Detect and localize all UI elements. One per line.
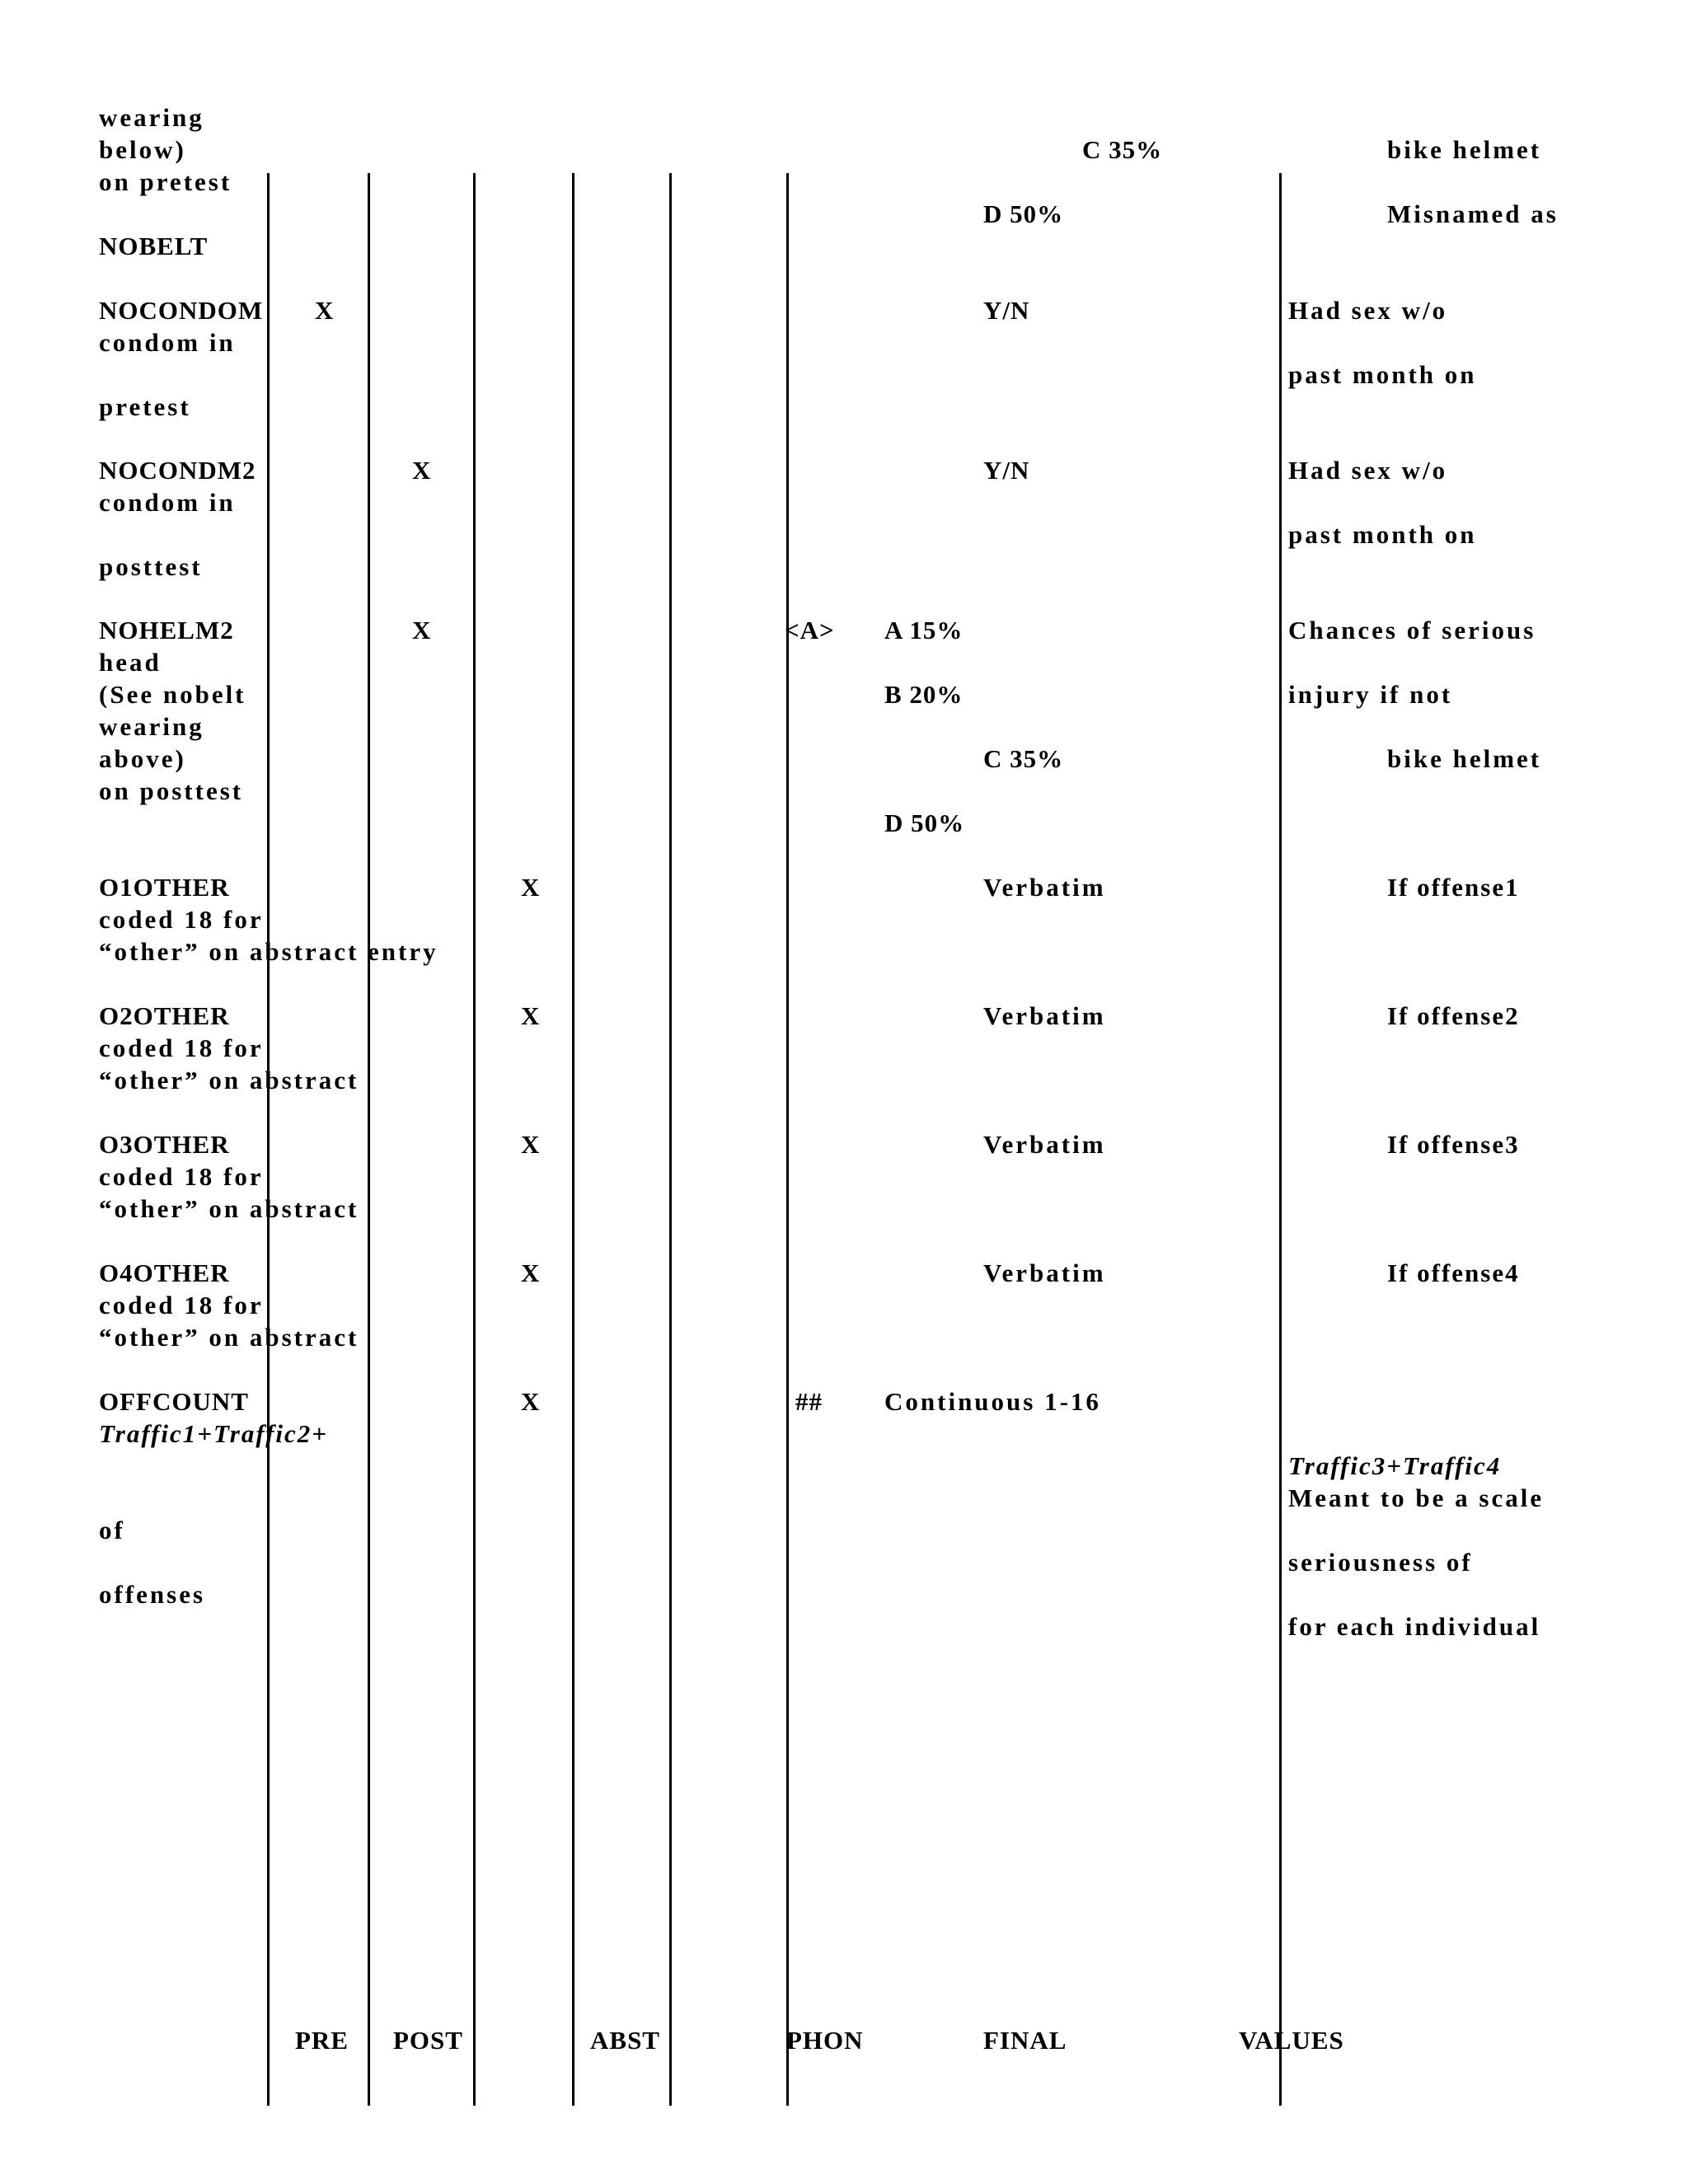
nohelm2-line-4: wearing bbox=[99, 712, 204, 741]
nohelm2-phon: <A> bbox=[785, 616, 835, 644]
var-name-o3other: O3OTHER bbox=[99, 1130, 230, 1159]
nohelm2-option-a: A 15% bbox=[884, 616, 964, 644]
var-name-nobelt: NOBELT bbox=[99, 232, 209, 260]
offcount-line-3: of bbox=[99, 1516, 125, 1544]
column-rule-4 bbox=[572, 173, 574, 2106]
var-name-o2other: O2OTHER bbox=[99, 1001, 230, 1030]
o1other-desc: If offense1 bbox=[1387, 873, 1520, 902]
offcount-line-4: offenses bbox=[99, 1580, 206, 1609]
var-name-offcount: OFFCOUNT bbox=[99, 1387, 249, 1416]
offcount-formula-2: Traffic3+Traffic4 bbox=[1288, 1451, 1502, 1480]
nohelm2-line-5: above) bbox=[99, 744, 186, 773]
var-name-nocondom: NOCONDOM bbox=[99, 296, 264, 325]
column-header-pre: PRE bbox=[295, 2026, 349, 2055]
column-rule-1 bbox=[267, 173, 270, 2106]
column-rule-7 bbox=[1279, 173, 1282, 2106]
column-rule-6 bbox=[786, 173, 789, 2106]
nohelm2-option-b: B 20% bbox=[884, 680, 964, 709]
offcount-formula-1: Traffic1+Traffic2+ bbox=[99, 1419, 328, 1448]
nocondm2-line-2: condom in bbox=[99, 488, 236, 517]
nocondm2-post-mark: X bbox=[412, 456, 434, 485]
o4other-line-2: coded 18 for bbox=[99, 1291, 264, 1319]
nocondm2-final: Y/N bbox=[983, 456, 1030, 485]
o4other-final: Verbatim bbox=[983, 1258, 1106, 1287]
nocondom-desc-1: Had sex w/o bbox=[1288, 296, 1448, 325]
column-rule-3 bbox=[473, 173, 476, 2106]
column-rule-2 bbox=[368, 173, 370, 2106]
offcount-abst-mark: X bbox=[521, 1387, 542, 1416]
offcount-final: Continuous 1-16 bbox=[884, 1387, 1101, 1416]
top-line-1: wearing bbox=[99, 103, 204, 132]
offcount-desc-2: seriousness of bbox=[1288, 1548, 1473, 1577]
nocondom-pre-mark: X bbox=[315, 296, 336, 325]
o2other-line-3: “other” on abstract bbox=[99, 1066, 359, 1094]
column-header-post: POST bbox=[393, 2026, 463, 2055]
var-name-o1other: O1OTHER bbox=[99, 873, 230, 902]
nocondom-line-2: condom in bbox=[99, 328, 236, 357]
top-misnamed: Misnamed as bbox=[1387, 199, 1559, 228]
top-d50: D 50% bbox=[983, 199, 1064, 228]
nohelm2-desc-2: injury if not bbox=[1288, 680, 1453, 709]
top-c35: C 35% bbox=[1082, 135, 1163, 164]
column-header-phon: PHON bbox=[786, 2026, 864, 2055]
nocondom-final: Y/N bbox=[983, 296, 1030, 325]
o2other-line-2: coded 18 for bbox=[99, 1033, 264, 1062]
o3other-abst-mark: X bbox=[521, 1130, 542, 1159]
nohelm2-desc-3: bike helmet bbox=[1387, 744, 1542, 773]
column-header-final: FINAL bbox=[983, 2026, 1067, 2055]
o2other-desc: If offense2 bbox=[1387, 1001, 1520, 1030]
top-line-2: below) bbox=[99, 135, 186, 164]
o1other-line-3: “other” on abstract entry bbox=[99, 937, 438, 966]
column-rule-5 bbox=[669, 173, 672, 2106]
o3other-final: Verbatim bbox=[983, 1130, 1106, 1159]
o1other-abst-mark: X bbox=[521, 873, 542, 902]
top-line-3: on pretest bbox=[99, 167, 232, 196]
o4other-desc: If offense4 bbox=[1387, 1258, 1520, 1287]
nocondm2-desc-1: Had sex w/o bbox=[1288, 456, 1448, 485]
o4other-abst-mark: X bbox=[521, 1258, 542, 1287]
nohelm2-option-c: C 35% bbox=[983, 744, 1064, 773]
nocondm2-desc-2: past month on bbox=[1288, 520, 1477, 549]
column-header-abst: ABST bbox=[590, 2026, 660, 2055]
var-name-nohelm2: NOHELM2 bbox=[99, 616, 234, 644]
o1other-line-2: coded 18 for bbox=[99, 905, 264, 934]
nocondom-desc-2: past month on bbox=[1288, 360, 1477, 389]
nohelm2-line-6: on posttest bbox=[99, 776, 244, 805]
offcount-phon: ## bbox=[795, 1387, 823, 1416]
o3other-line-2: coded 18 for bbox=[99, 1162, 264, 1191]
offcount-desc-3: for each individual bbox=[1288, 1612, 1541, 1641]
var-name-o4other: O4OTHER bbox=[99, 1258, 230, 1287]
nocondm2-line-3: posttest bbox=[99, 552, 203, 581]
nohelm2-option-d: D 50% bbox=[884, 808, 965, 837]
offcount-desc-1: Meant to be a scale bbox=[1288, 1483, 1545, 1512]
o4other-line-3: “other” on abstract bbox=[99, 1323, 359, 1352]
o3other-desc: If offense3 bbox=[1387, 1130, 1520, 1159]
o1other-final: Verbatim bbox=[983, 873, 1106, 902]
var-name-nocondm2: NOCONDM2 bbox=[99, 456, 256, 485]
column-header-values: VALUES bbox=[1239, 2026, 1344, 2055]
nohelm2-desc-1: Chances of serious bbox=[1288, 616, 1536, 644]
nohelm2-line-3: (See nobelt bbox=[99, 680, 246, 709]
o3other-line-3: “other” on abstract bbox=[99, 1194, 359, 1223]
top-bike-helmet: bike helmet bbox=[1387, 135, 1542, 164]
nocondom-line-3: pretest bbox=[99, 392, 191, 421]
nohelm2-post-mark: X bbox=[412, 616, 434, 644]
o2other-abst-mark: X bbox=[521, 1001, 542, 1030]
o2other-final: Verbatim bbox=[983, 1001, 1106, 1030]
nohelm2-line-2: head bbox=[99, 648, 162, 677]
